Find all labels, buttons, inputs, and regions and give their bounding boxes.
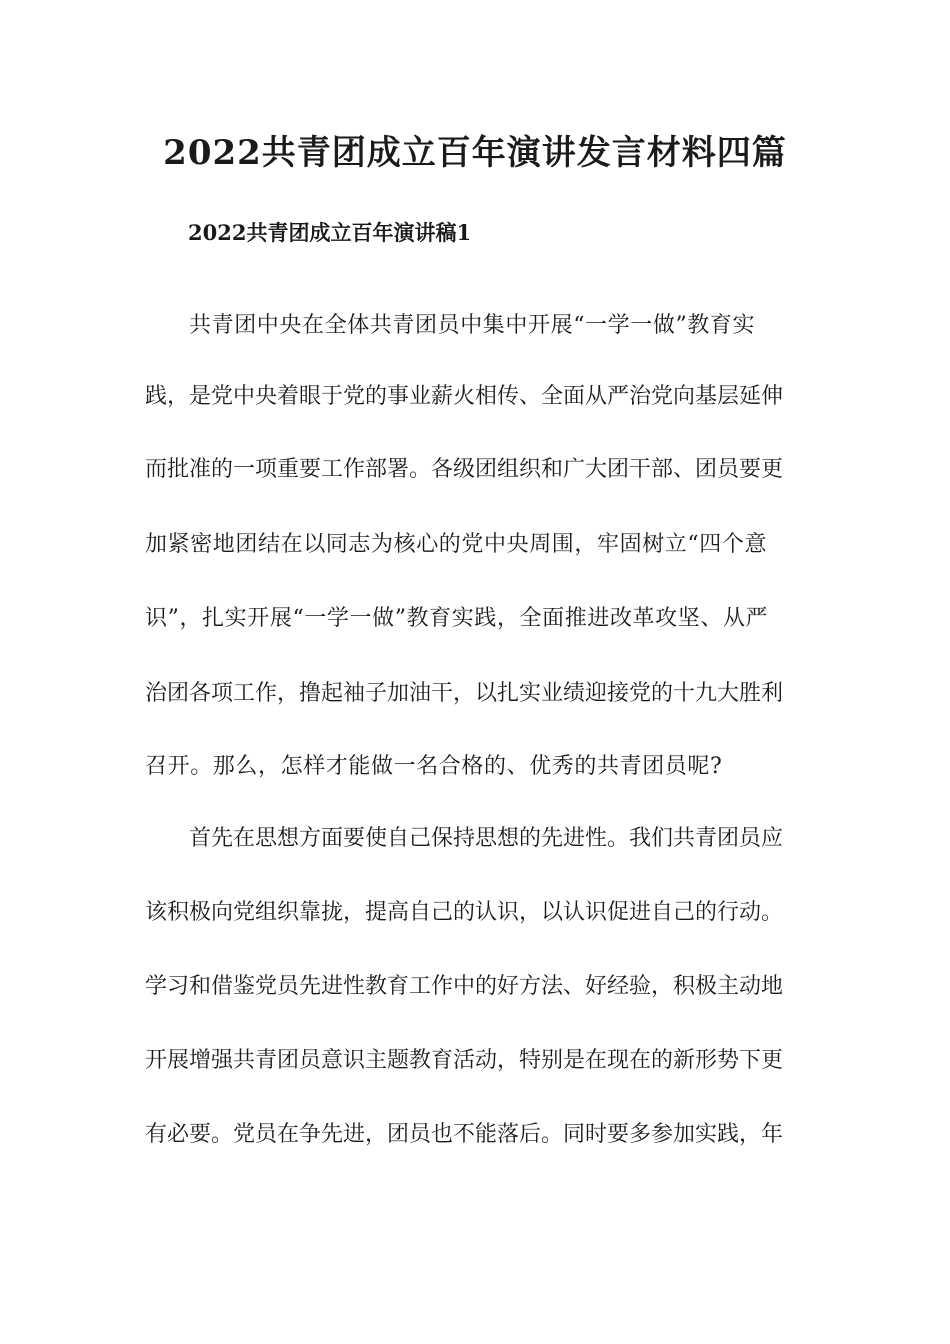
paragraph-line: 学习和借鉴党员先进性教育工作中的好方法、好经验，积极主动地 — [145, 974, 784, 999]
paragraph-line: 召开。那么，怎样才能做一名合格的、优秀的共青团员呢? — [145, 754, 723, 779]
paragraph-line: 开展增强共青团员意识主题教育活动，特别是在现在的新形势下更 — [145, 1048, 784, 1073]
paragraph-line: 而批准的一项重要工作部署。各级团组织和广大团干部、团员要更 — [145, 457, 784, 482]
paragraph-line: 识”，扎实开展“一学一做”教育实践，全面推进改革攻坚、从严 — [145, 606, 769, 631]
paragraph-line: 治团各项工作，撸起袖子加油干，以扎实业绩迎接党的十九大胜利 — [145, 681, 784, 706]
document-title: 2022共青团成立百年演讲发言材料四篇 — [163, 133, 787, 173]
paragraph-line: 加紧密地团结在以同志为核心的党中央周围，牢固树立“四个意 — [145, 532, 768, 557]
paragraph-line: 共青团中央在全体共青团员中集中开展“一学一做”教育实 — [189, 313, 756, 338]
section-heading: 2022共青团成立百年演讲稿1 — [188, 220, 472, 245]
paragraph-line: 该积极向党组织靠拢，提高自己的认识，以认识促进自己的行动。 — [145, 900, 784, 925]
paragraph-line: 有必要。党员在争先进，团员也不能落后。同时要多参加实践，年 — [145, 1122, 784, 1147]
paragraph-line: 首先在思想方面要使自己保持思想的先进性。我们共青团员应 — [189, 826, 784, 851]
paragraph-line: 践，是党中央着眼于党的事业薪火相传、全面从严治党向基层延伸 — [145, 384, 784, 409]
